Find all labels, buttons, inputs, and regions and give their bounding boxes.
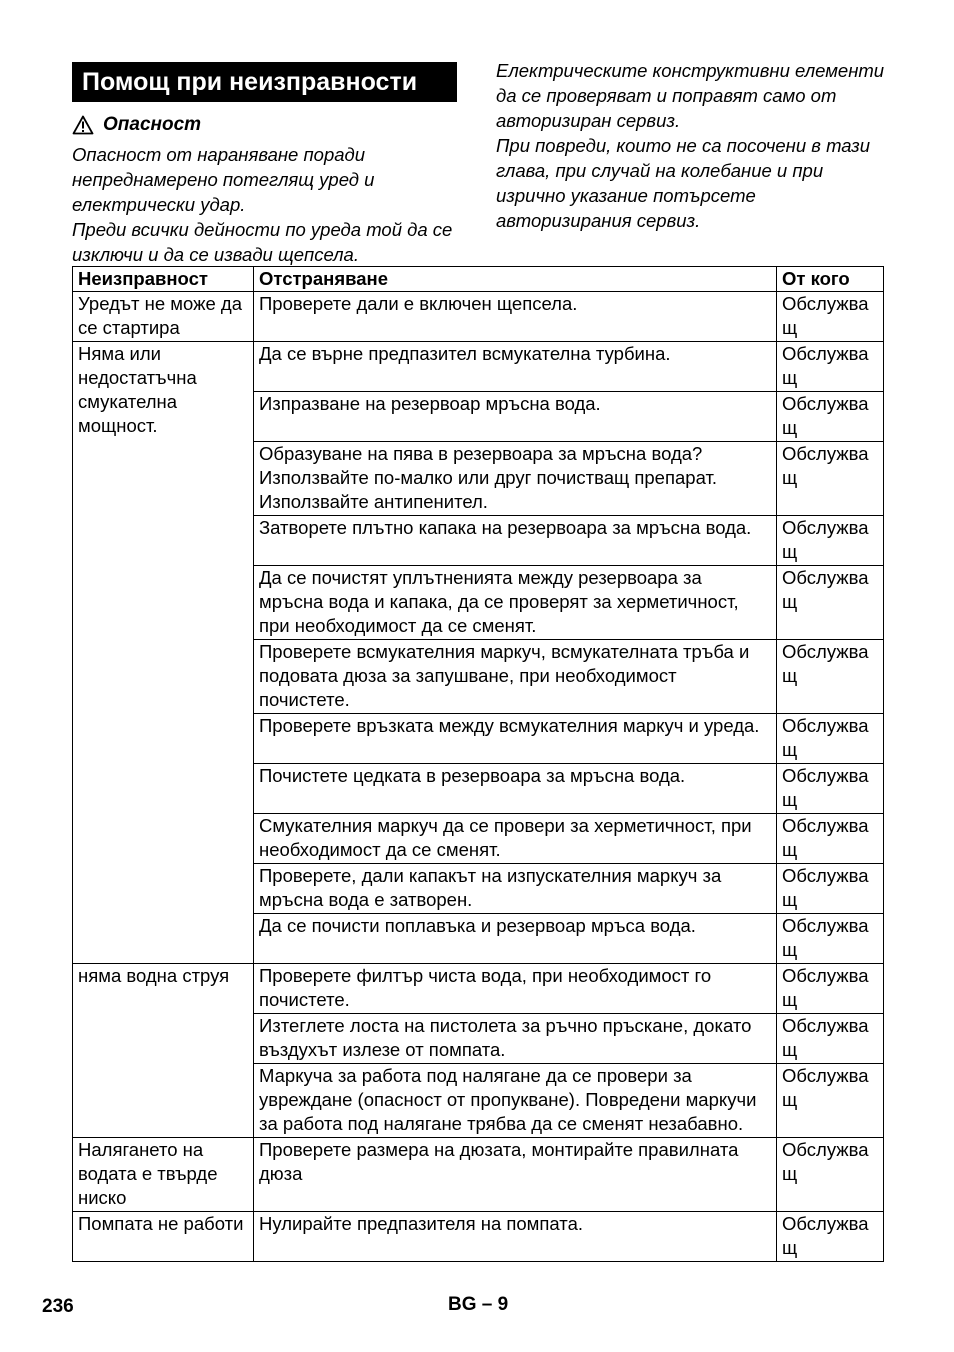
- responsible-cell: Обслужващ: [777, 714, 884, 764]
- remedy-cell: Проверете дали е включен щепсела.: [254, 292, 777, 342]
- remedy-cell: Проверете всмукателния маркуч, всмукателната тръба и подовата дюза за запушване, при необходимост почистете.: [254, 640, 777, 714]
- column-header-by: От кого: [777, 267, 884, 292]
- table-body: [73, 292, 884, 1262]
- section-heading: Помощ при неизправности: [72, 62, 457, 102]
- remedy-cell: Да се почисти поплавъка и резервоар мръса вода.: [254, 914, 777, 964]
- table-header-row: [73, 267, 884, 292]
- warning-triangle-icon: [72, 115, 94, 135]
- responsible-cell: Обслужващ: [777, 964, 884, 1014]
- responsible-cell: Обслужващ: [777, 914, 884, 964]
- remedy-cell: Изпразване на резервоар мръсна вода.: [254, 392, 777, 442]
- table-row: [73, 342, 884, 392]
- responsible-cell: Обслужващ: [777, 1064, 884, 1138]
- remedy-cell: Да се почистят уплътненията между резервоара за мръсна вода и капака, да се проверят за херметичност, при необходимост да се сменят.: [254, 566, 777, 640]
- responsible-cell: Обслужващ: [777, 566, 884, 640]
- notice-paragraph: Електрическите конструктивни елементи да се проверяват и поправят само от авторизиран сервиз.: [496, 60, 885, 131]
- danger-text: [72, 142, 472, 267]
- table-row: [73, 292, 884, 342]
- responsible-cell: Обслужващ: [777, 342, 884, 392]
- responsible-cell: Обслужващ: [777, 1014, 884, 1064]
- remedy-cell: Проверете, дали капакът на изпускателния маркуч за мръсна вода е затворен.: [254, 864, 777, 914]
- responsible-cell: Обслужващ: [777, 292, 884, 342]
- section-label: BG – 9: [448, 1294, 509, 1315]
- fault-cell: няма водна струя: [73, 964, 254, 1138]
- remedy-cell: Затворете плътно капака на резервоара за мръсна вода.: [254, 516, 777, 566]
- fault-cell: Помпата не работи: [73, 1212, 254, 1262]
- remedy-cell: Изтеглете лоста на пистолета за ръчно пръскане, докато въздухът излезе от помпата.: [254, 1014, 777, 1064]
- danger-paragraph: Опасност от нараняване поради непреднамерено потеглящ уред и електрически удар.: [72, 144, 375, 215]
- notice-paragraph: При повреди, които не са посочени в тази глава, при случай на колебание и при изрично указание потърсете авторизирания сервиз.: [496, 135, 871, 231]
- remedy-cell: Проверете връзката между всмукателния маркуч и уреда.: [254, 714, 777, 764]
- troubleshooting-table: [72, 266, 884, 1262]
- responsible-cell: Обслужващ: [777, 1212, 884, 1262]
- remedy-cell: Образуване на пява в резервоара за мръсна вода? Използвайте по-малко или друг почистващ препарат. Използвайте антипенител.: [254, 442, 777, 516]
- table-row: [73, 1212, 884, 1262]
- table-row: [73, 964, 884, 1014]
- fault-cell: Уредът не може да се стартира: [73, 292, 254, 342]
- danger-paragraph: Преди всички дейности по уреда той да се изключи и да се извади щепсела.: [72, 219, 453, 265]
- column-header-fault: Неизправност: [73, 267, 254, 292]
- responsible-cell: Обслужващ: [777, 516, 884, 566]
- remedy-cell: Проверете размера на дюзата, монтирайте правилната дюза: [254, 1138, 777, 1212]
- responsible-cell: Обслужващ: [777, 392, 884, 442]
- fault-cell: Няма или недостатъчна смукателна мощност.: [73, 342, 254, 964]
- responsible-cell: Обслужващ: [777, 1138, 884, 1212]
- responsible-cell: Обслужващ: [777, 764, 884, 814]
- danger-title: [72, 113, 201, 137]
- page-number: 236: [42, 1296, 74, 1317]
- responsible-cell: Обслужващ: [777, 864, 884, 914]
- remedy-cell: Нулирайте предпазителя на помпата.: [254, 1212, 777, 1262]
- service-notice: [496, 58, 896, 233]
- responsible-cell: Обслужващ: [777, 640, 884, 714]
- table-row: [73, 1138, 884, 1212]
- responsible-cell: Обслужващ: [777, 814, 884, 864]
- fault-cell: Налягането на водата е твърде ниско: [73, 1138, 254, 1212]
- remedy-cell: Почистете цедката в резервоара за мръсна вода.: [254, 764, 777, 814]
- responsible-cell: Обслужващ: [777, 442, 884, 516]
- remedy-cell: Проверете филтър чиста вода, при необходимост го почистете.: [254, 964, 777, 1014]
- danger-title-text: Опасност: [103, 114, 202, 135]
- remedy-cell: Да се върне предпазител всмукателна турбина.: [254, 342, 777, 392]
- remedy-cell: Маркуча за работа под налягане да се провери за увреждане (опасност от пропукване). Повредени маркучи за работа под налягане трябва да се сменят незабавно.: [254, 1064, 777, 1138]
- remedy-cell: Смукателния маркуч да се провери за херметичност, при необходимост да се сменят.: [254, 814, 777, 864]
- column-header-remedy: Отстраняване: [254, 267, 777, 292]
